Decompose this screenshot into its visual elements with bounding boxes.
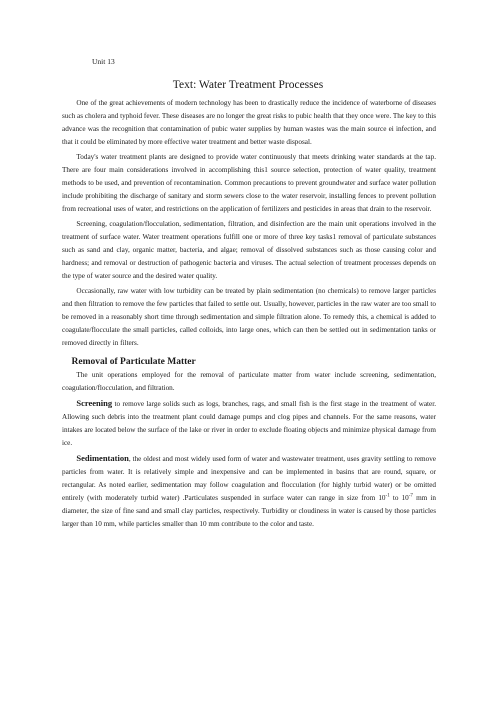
sedimentation-text-a: , the oldest and most widely used form of water and wastewater treatment, uses gravity settling to remove particles from water. It is relatively simple and inexpensive and can be implemented in basins that are round, square, or rectangular. As noted earlier, sedimentation may follow coagulation and flocculation (for highly turbid water) or be omitted entirely (with moderately turbid water) .Particulates suspended in surface water can range in size from 10 <box>62 455 436 502</box>
paragraph-screening <box>62 397 436 450</box>
unit-label: Unit 13 <box>92 57 115 66</box>
term-sedimentation: Sedimentation <box>76 453 129 463</box>
section-heading: Removal of Particulate Matter <box>71 357 196 367</box>
paragraph-sedimentation <box>62 452 436 531</box>
paragraph-unit-operations: Screening, coagulation/flocculation, sedimentation, filtration, and disinfection are the main unit operations involved in the treatment of surface water. Water treatment operations fulfill one or more of three key tasks1 removal of particulate substances such as sand and clay, organic matter, bacteria, and algae; removal of dissolved substances such as those causing color and hardness; and removal or destruction of pathogenic bacteria and viruses. The actual selection of treatment processes depends on the type of water source and the desired water quality. <box>62 220 436 280</box>
exponent-a: -1 <box>385 493 390 499</box>
term-screening: Screening <box>76 398 113 408</box>
sedimentation-text-c: mm in diameter, the size of fine sand and small clay particles, respectively. Turbidity or cloudiness in water is caused by those particles larger than 10 mm, while particles smaller than 10 mm contribute to the color and taste. <box>62 494 436 528</box>
sedimentation-text-b: to 10 <box>389 494 409 502</box>
screening-text: to remove large solids such as logs, branches, rags, and small fish is the first stage in the treatment of water. Allowing such debris into the treatment plant could damage pumps and clog pipes and channels. For the same reasons, water intakes are located below the surface of the lake or river in order to exclude floating objects and minimize physical damage from ice. <box>62 400 436 447</box>
paragraph-turbidity: Occasionally, raw water with low turbidity can be treated by plain sedimentation (no chemicals) to remove larger particles and then filtration to remove the few particles that failed to settle out. Usually, however, particles in the raw water are too small to be removed in a reasonably short time through sedimentation and simple filtration alone. To remedy this, a chemical is added to coagulate/flocculate the small particles, called colloids, into large ones, which can then be settled out in sedimentation tanks or removed directly in filters. <box>62 287 436 347</box>
paragraph-section-intro: The unit operations employed for the removal of particulate matter from water include screening, sedimentation, coagulation/flocculation, and filtration. <box>62 371 436 392</box>
document-body <box>62 97 436 533</box>
exponent-b: -7 <box>408 493 413 499</box>
page-title: Text: Water Treatment Processes <box>172 79 324 91</box>
paragraph-plants: Today's water treatment plants are designed to provide water continuously that meets drinking water standards at the tap. There are four main considerations involved in accomplishing this1 source selection, protection of water quality, treatment methods to be used, and prevention of recontamination. Common precautions to prevent groundwater and surface water pollution include prohibiting the discharge of sanitary and storm sewers close to the water reservoir, installing fences to prevent pollution from recreational uses of water, and restrictions on the application of fertilizers and pesticides in areas that drain to the reservoir. <box>62 153 436 213</box>
paragraph-intro: One of the great achievements of modern technology has been to drastically reduce the incidence of waterborne of diseases such as cholera and typhoid fever. These diseases are no longer the great risks to pubic health that they once were. The key to this advance was the recognition that contamination of pubic water supplies by human wastes was the main source ei infection, and that it could be eliminated by more effective water treatment and better waste disposal. <box>62 99 436 146</box>
